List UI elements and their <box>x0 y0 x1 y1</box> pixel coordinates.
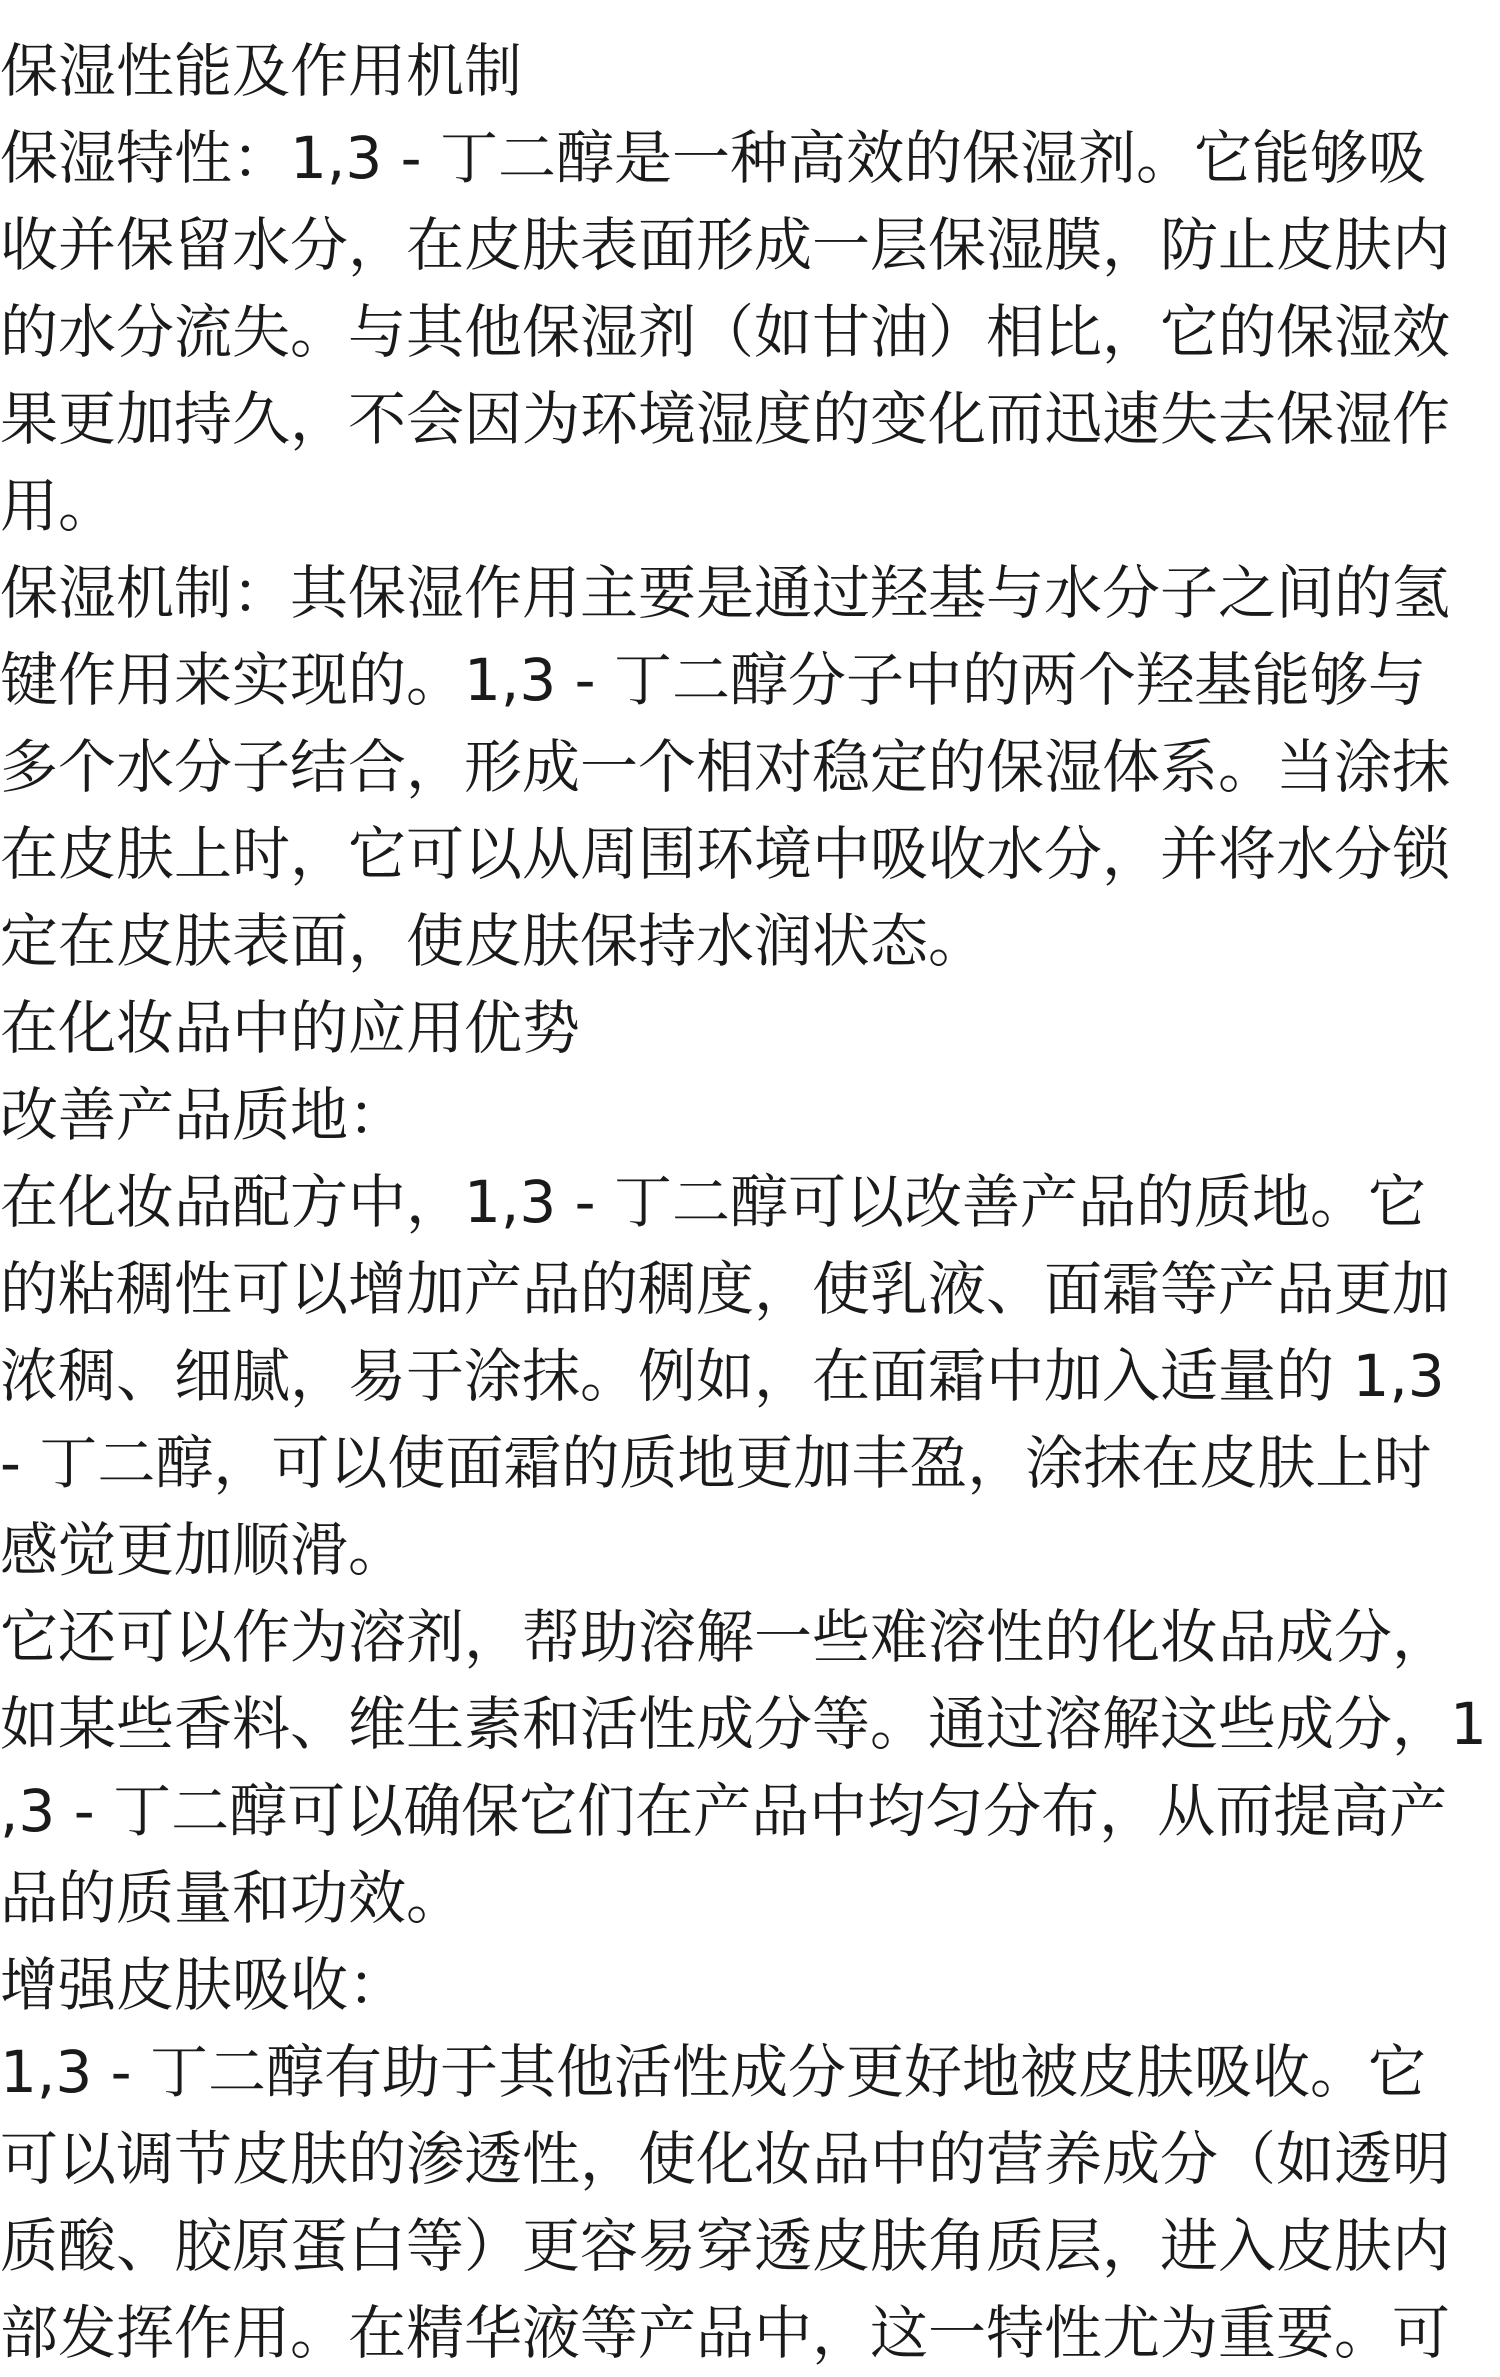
subsection-heading: 增强皮肤吸收： <box>0 1951 407 2019</box>
text-line: 保湿特性：1,3 - 丁二醇是一种高效的保湿剂。它能够吸 <box>0 124 1427 192</box>
article-text <box>0 28 1487 2367</box>
text-line: 在化妆品配方中，1,3 - 丁二醇可以改善产品的质地。它 <box>0 1168 1427 1236</box>
text-line: 它还可以作为溶剂，帮助溶解一些难溶性的化妆品成分， <box>0 1603 1451 1671</box>
text-line: 可以调节皮肤的渗透性，使化妆品中的营养成分（如透明 <box>0 2125 1451 2193</box>
subsection-heading: 改善产品质地： <box>0 1081 407 1149</box>
text-line: 的水分流失。与其他保湿剂（如甘油）相比，它的保湿效 <box>0 298 1451 366</box>
section-heading: 在化妆品中的应用优势 <box>0 994 581 1062</box>
text-line: 定在皮肤表面，使皮肤保持水润状态。 <box>0 907 987 975</box>
text-line: 键作用来实现的。1,3 - 丁二醇分子中的两个羟基能够与 <box>0 646 1427 714</box>
text-line: 多个水分子结合，形成一个相对稳定的保湿体系。当涂抹 <box>0 733 1451 801</box>
text-line-cut-off: 部发挥作用。在精华液等产品中，这一特性尤为重要。可 <box>0 2299 1451 2367</box>
text-line: 感觉更加顺滑。 <box>0 1516 407 1584</box>
text-line: 如某些香料、维生素和活性成分等。通过溶解这些成分，1 <box>0 1690 1487 1758</box>
text-line: ,3 - 丁二醇可以确保它们在产品中均匀分布，从而提高产 <box>0 1777 1448 1845</box>
section-heading: 保湿性能及作用机制 <box>0 37 523 105</box>
text-line: 的粘稠性可以增加产品的稠度，使乳液、面霜等产品更加 <box>0 1255 1451 1323</box>
text-line: 质酸、胶原蛋白等）更容易穿透皮肤角质层，进入皮肤内 <box>0 2212 1451 2280</box>
text-line: 果更加持久，不会因为环境湿度的变化而迅速失去保湿作 <box>0 385 1451 453</box>
text-line: 浓稠、细腻，易于涂抹。例如，在面霜中加入适量的 1,3 <box>0 1342 1445 1410</box>
text-line: 在皮肤上时，它可以从周围环境中吸收水分，并将水分锁 <box>0 820 1451 888</box>
text-line: 收并保留水分，在皮肤表面形成一层保湿膜，防止皮肤内 <box>0 211 1451 279</box>
text-line: 品的质量和功效。 <box>0 1864 465 1932</box>
text-line: 用。 <box>0 472 117 540</box>
text-line: 保湿机制：其保湿作用主要是通过羟基与水分子之间的氢 <box>0 559 1451 627</box>
text-line: - 丁二醇，可以使面霜的质地更加丰盈，涂抹在皮肤上时 <box>0 1429 1432 1497</box>
text-line: 1,3 - 丁二醇有助于其他活性成分更好地被皮肤吸收。它 <box>0 2038 1427 2106</box>
